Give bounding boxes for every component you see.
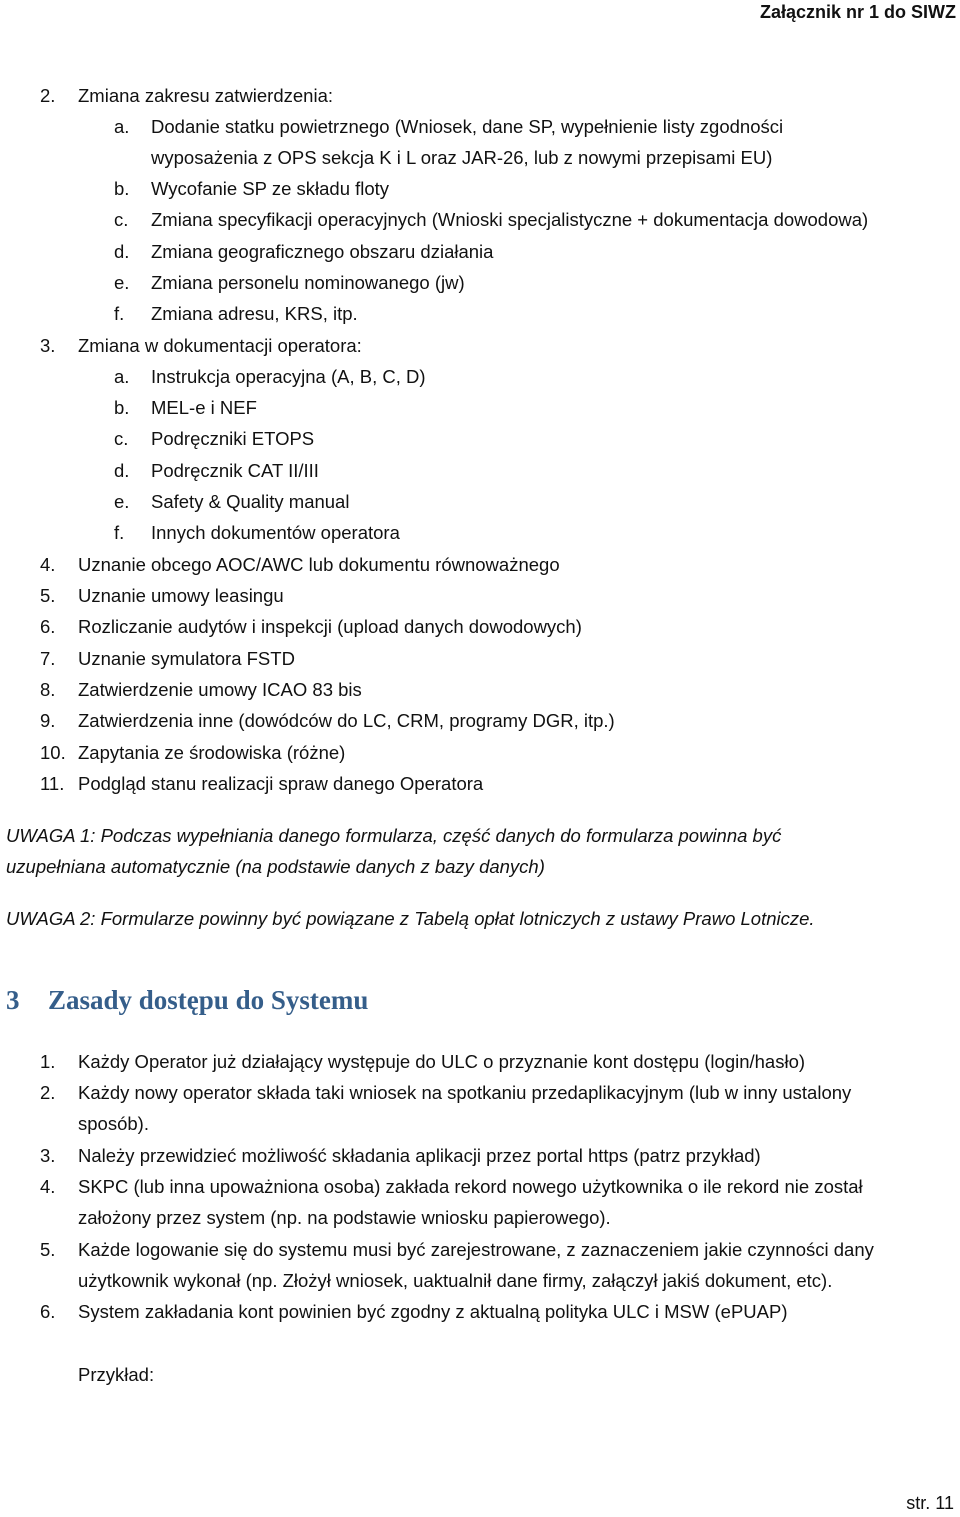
list-number: 7.	[40, 648, 56, 669]
list-item-continued: użytkownik wykonał (np. Złożył wniosek, uaktualnił dane firmy, załączył jakiś dokument, etc).	[78, 1270, 833, 1291]
sub-letter: c.	[114, 209, 129, 230]
list-item: Zapytania ze środowiska (różne)	[78, 742, 346, 763]
section-title: Zasady dostępu do Systemu	[48, 985, 369, 1015]
list-number: 6.	[40, 616, 56, 637]
list-number: 4.	[40, 554, 56, 575]
list-item: SKPC (lub inna upoważniona osoba) zakłada rekord nowego użytkownika o ile rekord nie został	[78, 1176, 863, 1197]
sub-item-continued: wyposażenia z OPS sekcja K i L oraz JAR-26, lub z nowymi przepisami EU)	[151, 147, 773, 168]
sub-letter: b.	[114, 178, 130, 199]
list-number: 2.	[40, 1082, 56, 1103]
list-item: Każde logowanie się do systemu musi być zarejestrowane, z zaznaczeniem jakie czynności dany	[78, 1239, 874, 1260]
list-item-continued: sposób).	[78, 1113, 149, 1134]
example-label: Przykład:	[78, 1364, 155, 1385]
sub-item: Innych dokumentów operatora	[151, 522, 400, 543]
list-item: Uznanie obcego AOC/AWC lub dokumentu równoważnego	[78, 554, 560, 575]
list-number: 9.	[40, 710, 56, 731]
list-number: 10.	[40, 742, 66, 763]
sub-item: Wycofanie SP ze składu floty	[151, 178, 390, 199]
sub-item: Zmiana adresu, KRS, itp.	[151, 303, 358, 324]
sub-letter: f.	[114, 522, 125, 543]
list-number: 4.	[40, 1176, 56, 1197]
document-header: Załącznik nr 1 do SIWZ	[759, 2, 956, 22]
list-number: 3.	[40, 335, 56, 356]
note-2: UWAGA 2: Formularze powinny być powiązane z Tabelą opłat lotniczych z ustawy Prawo Lotnicze.	[6, 908, 815, 929]
list-number: 11.	[40, 773, 65, 794]
sub-item: Zmiana personelu nominowanego (jw)	[151, 272, 465, 293]
sub-item: Zmiana specyfikacji operacyjnych (Wnioski specjalistyczne + dokumentacja dowodowa)	[151, 209, 869, 230]
list-item: Należy przewidzieć możliwość składania aplikacji przez portal https (patrz przykład)	[78, 1145, 761, 1166]
sub-item: Podręcznik CAT II/III	[151, 460, 319, 481]
list-number: 1.	[40, 1051, 56, 1072]
list-item: Uznanie symulatora FSTD	[78, 648, 295, 669]
list-number: 8.	[40, 679, 56, 700]
note-1-continued: uzupełniana automatycznie (na podstawie danych z bazy danych)	[6, 856, 545, 877]
section-number: 3	[6, 985, 20, 1015]
page-number: str. 11	[906, 1493, 954, 1513]
list-item: Zatwierdzenie umowy ICAO 83 bis	[78, 679, 362, 700]
list-item: Uznanie umowy leasingu	[78, 585, 284, 606]
list-item: Zmiana w dokumentacji operatora:	[78, 335, 362, 356]
sub-letter: f.	[114, 303, 125, 324]
list-number: 5.	[40, 1239, 56, 1260]
list-item-continued: założony przez system (np. na podstawie wniosku papierowego).	[78, 1207, 611, 1228]
sub-item: MEL-e i NEF	[151, 397, 257, 418]
sub-item: Podręczniki ETOPS	[151, 428, 315, 449]
list-item: Rozliczanie audytów i inspekcji (upload danych dowodowych)	[78, 616, 582, 637]
list-item: Zatwierdzenia inne (dowódców do LC, CRM, programy DGR, itp.)	[78, 710, 615, 731]
list-item: Zmiana zakresu zatwierdzenia:	[78, 85, 333, 106]
sub-letter: a.	[114, 116, 130, 137]
sub-letter: d.	[114, 460, 130, 481]
list-item: Podgląd stanu realizacji spraw danego Operatora	[78, 773, 484, 794]
list-item: Każdy Operator już działający występuje do ULC o przyznanie kont dostępu (login/hasło)	[78, 1051, 806, 1072]
sub-letter: b.	[114, 397, 130, 418]
list-number: 5.	[40, 585, 56, 606]
sub-letter: e.	[114, 491, 130, 512]
sub-item: Zmiana geograficznego obszaru działania	[151, 241, 494, 262]
list-number: 6.	[40, 1301, 56, 1322]
list-number: 3.	[40, 1145, 56, 1166]
sub-item: Instrukcja operacyjna (A, B, C, D)	[151, 366, 426, 387]
list-item: System zakładania kont powinien być zgodny z aktualną polityka ULC i MSW (ePUAP)	[78, 1301, 788, 1322]
sub-letter: e.	[114, 272, 130, 293]
sub-item: Safety & Quality manual	[151, 491, 350, 512]
sub-letter: d.	[114, 241, 130, 262]
sub-letter: a.	[114, 366, 130, 387]
list-item: Każdy nowy operator składa taki wniosek na spotkaniu przedaplikacyjnym (lub w inny ustalony	[78, 1082, 852, 1103]
list-number: 2.	[40, 85, 56, 106]
note-1: UWAGA 1: Podczas wypełniania danego formularza, część danych do formularza powinna być	[6, 825, 782, 846]
sub-letter: c.	[114, 428, 129, 449]
sub-item: Dodanie statku powietrznego (Wniosek, dane SP, wypełnienie listy zgodności	[151, 116, 784, 137]
